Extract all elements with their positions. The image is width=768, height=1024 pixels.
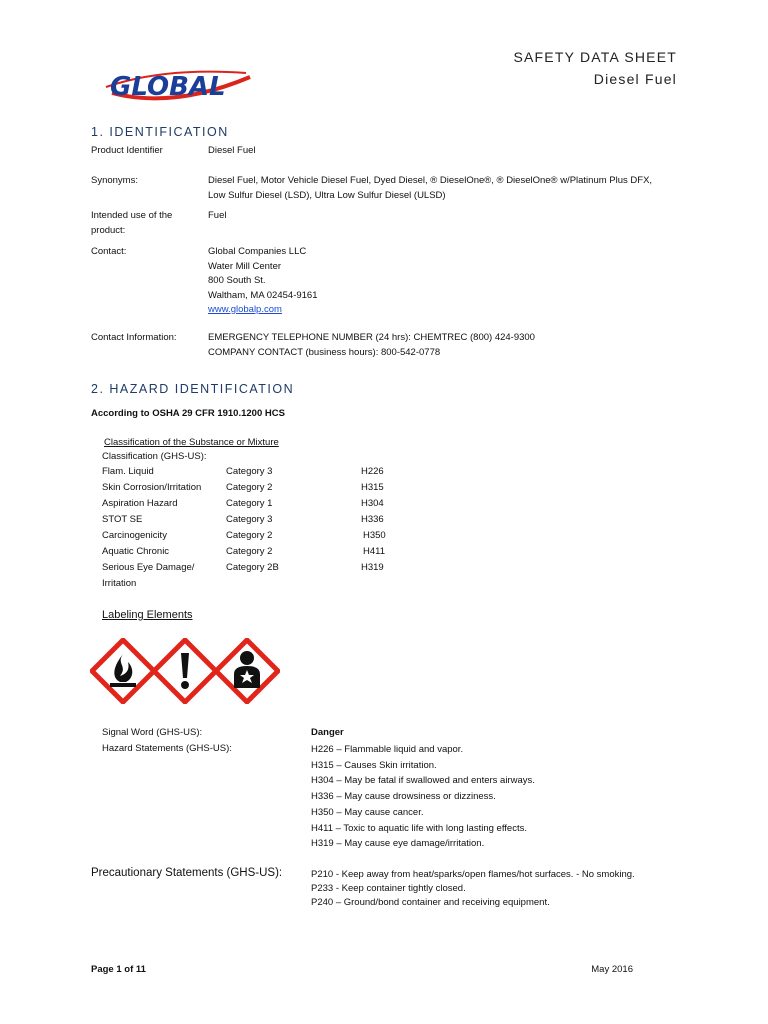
product-identifier-value: Diesel Fuel bbox=[208, 145, 256, 156]
product-identifier-label: Product Identifier bbox=[91, 145, 163, 156]
contact-label: Contact: bbox=[91, 246, 127, 257]
classification-row bbox=[102, 530, 402, 546]
classification-row bbox=[102, 546, 402, 562]
classification-row bbox=[102, 466, 402, 482]
health-hazard-icon bbox=[214, 638, 280, 704]
hazard-statement: H315 – Causes Skin irritation. bbox=[311, 759, 437, 771]
section-heading-hazard: 2. HAZARD IDENTIFICATION bbox=[91, 382, 295, 396]
classification-subheading: Classification (GHS-US): bbox=[102, 451, 207, 462]
footer-date: May 2016 bbox=[591, 964, 633, 975]
classification-row bbox=[102, 482, 402, 498]
emergency-phone: EMERGENCY TELEPHONE NUMBER (24 hrs): CHEMTREC (800) 424-9300 bbox=[208, 332, 535, 343]
hazard-statement: H304 – May be fatal if swallowed and enters airways. bbox=[311, 775, 535, 787]
hazard-class-continued: Irritation bbox=[102, 578, 137, 589]
contact-line: Global Companies LLC bbox=[208, 246, 307, 257]
company-phone: COMPANY CONTACT (business hours): 800-542-0778 bbox=[208, 346, 441, 358]
intended-use-label-line: product: bbox=[91, 224, 126, 236]
company-logo bbox=[104, 63, 254, 105]
signal-word-label: Signal Word (GHS-US): bbox=[102, 727, 203, 738]
hazard-code: H336 bbox=[361, 514, 384, 525]
contact-information-label: Contact Information: bbox=[91, 332, 177, 343]
exclamation-icon bbox=[152, 638, 218, 704]
precautionary-statements-label: Precautionary Statements (GHS-US): bbox=[91, 867, 283, 879]
classification-row-wrap bbox=[102, 578, 402, 594]
section-heading-identification: 1. IDENTIFICATION bbox=[91, 125, 229, 139]
logo-text: GLOBAL bbox=[110, 72, 226, 102]
contact-line: Waltham, MA 02454-9161 bbox=[208, 289, 318, 301]
hazard-statements-list bbox=[311, 742, 711, 852]
precautionary-statement: P240 – Ground/bond container and receiving equipment. bbox=[311, 897, 550, 908]
hazard-statement: H336 – May cause drowsiness or dizziness. bbox=[311, 791, 496, 803]
osha-reference: According to OSHA 29 CFR 1910.1200 HCS bbox=[91, 408, 285, 419]
classification-heading: Classification of the Substance or Mixture bbox=[104, 437, 279, 448]
hazard-class: STOT SE bbox=[102, 514, 143, 525]
hazard-statement: H411 – Toxic to aquatic life with long lasting effects. bbox=[311, 822, 527, 834]
precautionary-statement: P233 - Keep container tightly closed. bbox=[311, 883, 466, 894]
hazard-class: Flam. Liquid bbox=[102, 466, 154, 477]
contact-information-value bbox=[208, 331, 688, 360]
hazard-statement: H350 – May cause cancer. bbox=[311, 806, 424, 818]
document-title: SAFETY DATA SHEET bbox=[513, 49, 677, 65]
hazard-code: H350 bbox=[363, 530, 386, 541]
hazard-class: Aquatic Chronic bbox=[102, 546, 170, 557]
flame-icon bbox=[90, 638, 156, 704]
contact-address bbox=[208, 245, 688, 318]
hazard-code: H411 bbox=[363, 546, 386, 557]
hazard-category: Category 3 bbox=[226, 466, 273, 477]
hazard-class: Serious Eye Damage/ bbox=[102, 562, 195, 573]
intended-use-value: Fuel bbox=[208, 210, 227, 221]
hazard-category: Category 3 bbox=[226, 514, 273, 525]
page-number: Page 1 of 11 bbox=[91, 964, 146, 975]
precautionary-statement: P210 - Keep away from heat/sparks/open flames/hot surfaces. - No smoking. bbox=[311, 869, 635, 880]
contact-line: 800 South St. bbox=[208, 275, 266, 286]
hazard-class: Carcinogenicity bbox=[102, 530, 167, 541]
hazard-code: H226 bbox=[361, 466, 384, 477]
product-name: Diesel Fuel bbox=[593, 71, 677, 87]
hazard-statements-label: Hazard Statements (GHS-US): bbox=[102, 743, 232, 754]
hazard-category: Category 2 bbox=[226, 530, 273, 541]
signal-word-value: Danger bbox=[311, 727, 344, 738]
hazard-statement: H226 – Flammable liquid and vapor. bbox=[311, 744, 464, 755]
hazard-statement: H319 – May cause eye damage/irritation. bbox=[311, 838, 485, 850]
hazard-category: Category 2 bbox=[226, 546, 273, 557]
synonyms-label: Synonyms: bbox=[91, 175, 138, 186]
website-link[interactable]: www.globalp.com bbox=[208, 304, 282, 315]
hazard-code: H304 bbox=[361, 498, 384, 509]
hazard-category: Category 2 bbox=[226, 482, 273, 493]
classification-row bbox=[102, 498, 402, 514]
hazard-category: Category 2B bbox=[226, 562, 279, 573]
intended-use-label-line: Intended use of the bbox=[91, 210, 173, 221]
hazard-class: Aspiration Hazard bbox=[102, 498, 178, 509]
hazard-category: Category 1 bbox=[226, 498, 273, 509]
classification-row bbox=[102, 562, 402, 578]
intended-use-label bbox=[91, 209, 196, 238]
hazard-class: Skin Corrosion/Irritation bbox=[102, 482, 202, 493]
contact-line: Water Mill Center bbox=[208, 260, 282, 272]
classification-row bbox=[102, 514, 402, 530]
synonyms-line: Low Sulfur Diesel (LSD), Ultra Low Sulfur Diesel (ULSD) bbox=[208, 189, 446, 201]
labeling-elements-heading: Labeling Elements bbox=[102, 609, 193, 621]
hazard-code: H315 bbox=[361, 482, 384, 493]
hazard-code: H319 bbox=[361, 562, 384, 573]
synonyms-value bbox=[208, 174, 688, 203]
precautionary-statements-list bbox=[311, 868, 731, 910]
synonyms-line: Diesel Fuel, Motor Vehicle Diesel Fuel, Dyed Diesel, ® DieselOne®, ® DieselOne® w/Platinum Plus DFX, bbox=[208, 175, 653, 186]
